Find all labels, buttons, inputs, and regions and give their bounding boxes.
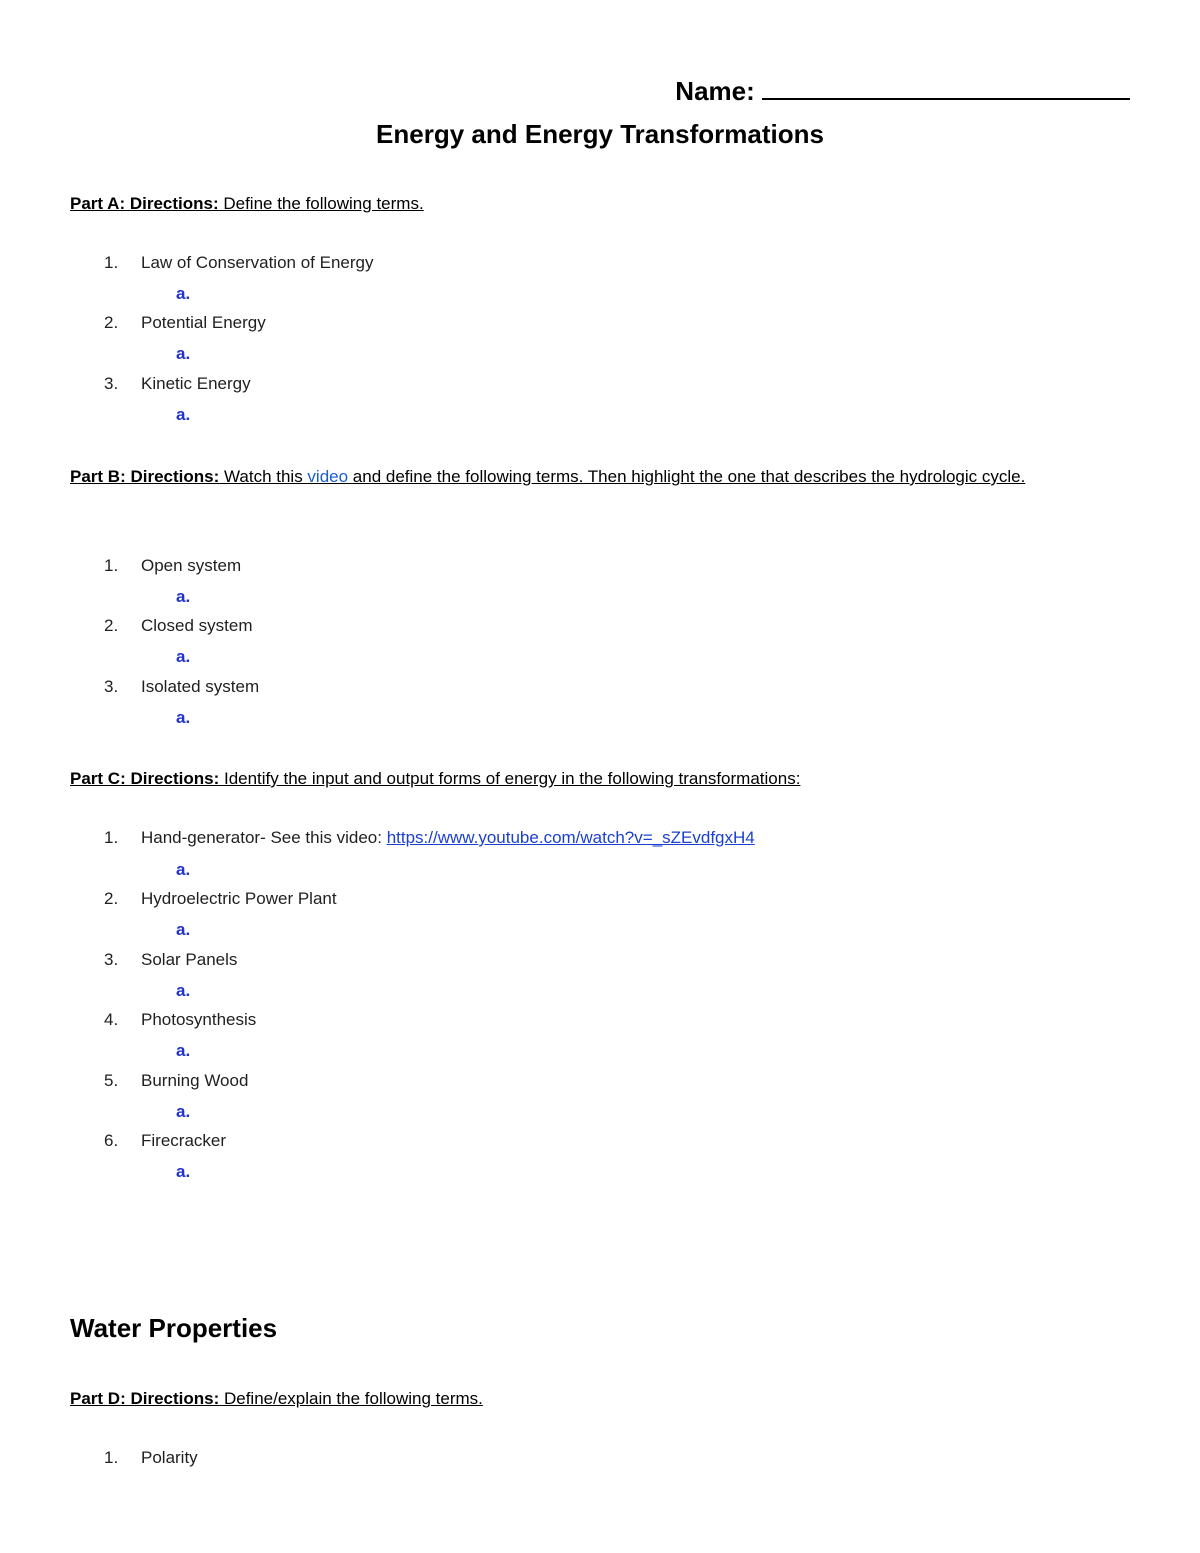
part-c-item-2-answer[interactable]: a. [176, 920, 191, 939]
part-a-heading: Part A: Directions: [70, 194, 219, 213]
part-b-item-3 [104, 677, 259, 697]
part-c-item-5 [104, 1071, 248, 1091]
part-d-heading: Part D: Directions: [70, 1389, 220, 1408]
part-d-directions [70, 1384, 1130, 1414]
item-number: 2. [104, 313, 119, 332]
video-link[interactable]: video [307, 467, 349, 486]
item-number: 2. [104, 889, 119, 908]
item-number: 6. [104, 1131, 119, 1150]
item-label: Polarity [141, 1448, 198, 1467]
item-label: Photosynthesis [141, 1010, 257, 1029]
item-number: 1. [104, 556, 119, 575]
part-a-item-1 [104, 253, 373, 273]
item-label: Law of Conservation of Energy [141, 253, 374, 272]
name-label: Name: [675, 76, 762, 106]
part-b-item-1 [104, 556, 241, 576]
part-b-item-2 [104, 616, 252, 636]
part-c-item-1-answer[interactable]: a. [176, 860, 191, 879]
part-c-item-3-answer[interactable]: a. [176, 981, 191, 1000]
item-label: Kinetic Energy [141, 374, 251, 393]
item-number: 3. [104, 950, 119, 969]
page-title: Energy and Energy Transformations [376, 119, 824, 149]
part-c-item-6-answer[interactable]: a. [176, 1162, 191, 1181]
part-b-directions [70, 462, 1130, 492]
item-number: 5. [104, 1071, 119, 1090]
item-number: 3. [104, 677, 119, 696]
part-a-text: Define the following terms. [218, 194, 424, 213]
part-a-item-1-answer[interactable]: a. [176, 284, 191, 303]
part-d-item-1 [104, 1448, 198, 1468]
youtube-link[interactable]: https://www.youtube.com/watch?v=_sZEvdfgxH4 [386, 828, 755, 847]
part-c-heading: Part C: Directions: [70, 769, 220, 788]
item-label: Solar Panels [141, 950, 238, 969]
part-a-item-2-answer[interactable]: a. [176, 344, 191, 363]
part-b-item-2-answer[interactable]: a. [176, 647, 191, 666]
part-b-heading: Part B: Directions: [70, 467, 220, 486]
part-b-text-after: and define the following terms. Then highlight the one that describes the hydrologic cycle. [348, 467, 1026, 486]
part-d-text: Define/explain the following terms. [219, 1389, 483, 1408]
item-label: Hydroelectric Power Plant [141, 889, 337, 908]
item-number: 3. [104, 374, 119, 393]
part-a-item-3 [104, 374, 251, 394]
item-label: Potential Energy [141, 313, 266, 332]
item-label: Hand-generator- See this video: [141, 828, 387, 847]
part-c-item-6 [104, 1131, 226, 1151]
item-number: 1. [104, 253, 119, 272]
item-number: 1. [104, 828, 119, 847]
item-label: Closed system [141, 616, 253, 635]
part-b-text-before: Watch this [219, 467, 308, 486]
part-c-item-5-answer[interactable]: a. [176, 1102, 191, 1121]
item-label: Firecracker [141, 1131, 227, 1150]
item-number: 1. [104, 1448, 119, 1467]
item-number: 4. [104, 1010, 119, 1029]
name-field [675, 76, 1130, 107]
part-c-text: Identify the input and output forms of energy in the following transformations: [219, 769, 801, 788]
part-a-directions [70, 189, 1130, 219]
part-a-item-3-answer[interactable]: a. [176, 405, 191, 424]
part-c-directions [70, 764, 1130, 794]
item-label: Isolated system [141, 677, 260, 696]
item-label: Burning Wood [141, 1071, 249, 1090]
name-blank-line[interactable] [762, 76, 1130, 100]
part-b-item-3-answer[interactable]: a. [176, 708, 191, 727]
part-c-item-3 [104, 950, 237, 970]
part-c-item-4-answer[interactable]: a. [176, 1041, 191, 1060]
part-b-item-1-answer[interactable]: a. [176, 587, 191, 606]
part-c-item-2 [104, 889, 337, 909]
part-c-item-4 [104, 1010, 256, 1030]
item-label: Open system [141, 556, 242, 575]
part-c-item-1 [104, 828, 755, 848]
part-a-item-2 [104, 313, 266, 333]
item-number: 2. [104, 616, 119, 635]
water-properties-title: Water Properties [70, 1313, 278, 1343]
